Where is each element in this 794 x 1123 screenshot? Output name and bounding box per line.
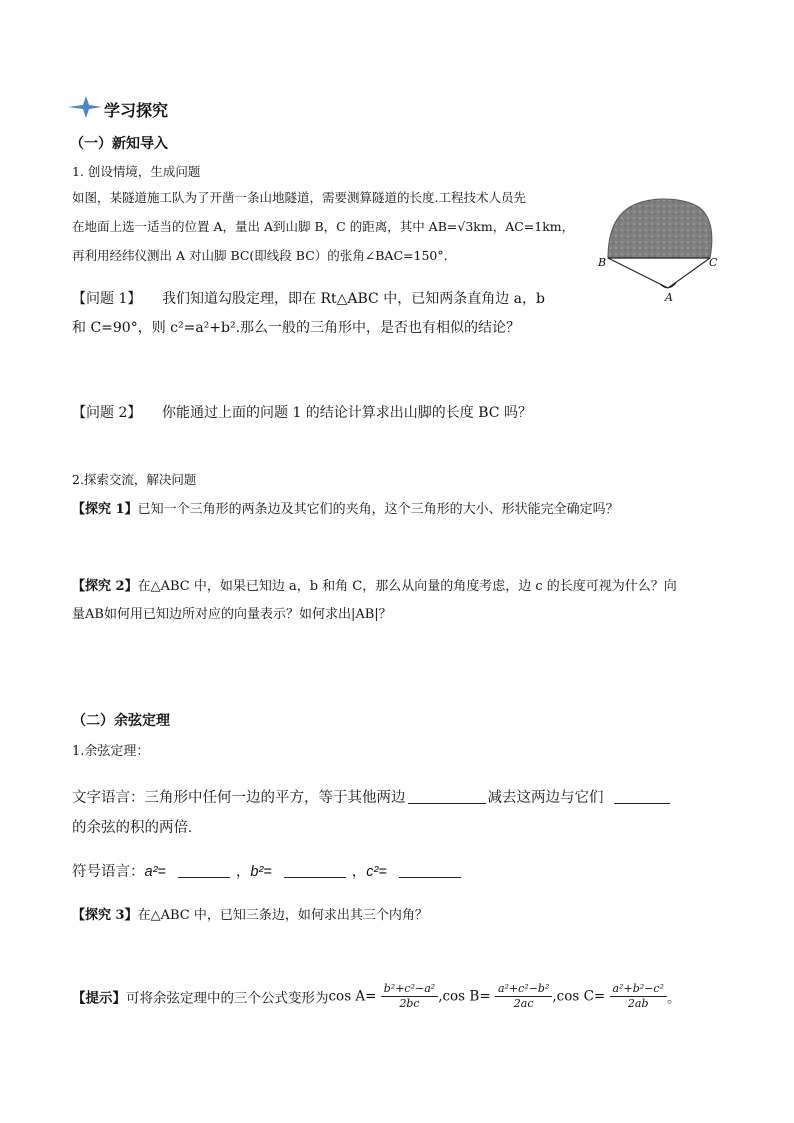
text-language-c: 的余弦的积的两倍. (72, 820, 193, 836)
question-1-line-2: 和 C=90°，则 c²=a²+b².那么一般的三角形中，是否也有相似的结论？ (72, 320, 521, 336)
text-language-line-1 (72, 786, 670, 807)
explore-3-tag: 【探究 3】 (72, 908, 138, 923)
label-A: A (665, 291, 673, 304)
explore-2 (72, 575, 677, 594)
fraction-c (610, 982, 667, 1011)
question-1-line-1: 我们知道勾股定理，即在 Rt△ABC 中，已知两条直角边 a，b (162, 291, 545, 307)
mountain-shape (608, 199, 712, 258)
fraction-a-denominator: 2bc (399, 997, 420, 1010)
question-2-tag: 【问题 2】 (72, 405, 142, 421)
section-title: 学习探究 (104, 101, 169, 120)
text-language-a: 文字语言：三角形中任何一边的平方，等于其他两边 (72, 790, 406, 806)
symbol-language-label: 符号语言： (72, 864, 145, 880)
cos-b-label: ,cos B= (438, 988, 491, 1005)
explore-2-line-2: 量AB如何用已知边所对应的向量表示？如何求出|AB|？ (72, 607, 392, 622)
sym-c: c²= (366, 864, 387, 880)
scenario-line-3: 再利用经纬仪测出 A 对山脚 BC(即线段 BC）的张角∠BAC=150°． (72, 248, 457, 263)
scenario-line-1: 如图，某隧道施工队为了开凿一条山地隧道，需要测算隧道的长度.工程技术人员先 (72, 190, 526, 205)
mountain-figure (596, 192, 730, 306)
hint-lead: 可将余弦定理中的三个公式变形为 (126, 990, 329, 1007)
explore-1-text: 已知一个三角形的两条边及其它们的夹角，这个三角形的大小、形状能完全确定吗？ (137, 502, 619, 517)
explore-3 (72, 904, 428, 923)
fraction-b (495, 982, 552, 1011)
blank-c (399, 863, 461, 878)
fraction-a-numerator: b²+c²−a² (381, 982, 438, 997)
star-icon (68, 96, 102, 118)
blank-1 (408, 789, 486, 804)
hint (72, 982, 680, 1026)
hint-end: 。 (666, 990, 681, 1007)
sym-a: a²= (144, 864, 166, 880)
blank-a (178, 863, 230, 878)
part2-sub1: 1.余弦定理： (72, 744, 150, 759)
symbol-language: 符号语言：a²= ，b²= ，c²= (72, 860, 461, 881)
text-language-b: 减去这两边与它们 (487, 790, 604, 806)
label-C: C (709, 256, 718, 269)
explore-1 (72, 498, 619, 517)
question-1-tag: 【问题 1】 (72, 291, 142, 307)
sym-b: b²= (250, 864, 272, 880)
part1-sub1: 1. 创设情境，生成问题 (72, 164, 201, 179)
explore-2-line-1: 在△ABC 中，如果已知边 a，b 和角 C，那么从向量的角度考虑，边 c 的长度可视为什么？向 (137, 579, 677, 594)
blank-2 (614, 789, 670, 804)
cos-c-label: ,cos C= (552, 988, 606, 1005)
explore-3-text: 在△ABC 中，已知三条边，如何求出其三个内角？ (137, 908, 428, 923)
fraction-b-numerator: a²+c²−b² (495, 982, 552, 997)
part2-title: （二）余弦定理 (72, 713, 170, 729)
fraction-b-denominator: 2ac (513, 997, 534, 1010)
fraction-c-numerator: a²+b²−c² (610, 982, 667, 997)
explore-2-tag: 【探究 2】 (72, 579, 138, 594)
mountain-diagram (596, 192, 730, 306)
cos-a-label: cos A= (328, 988, 377, 1005)
part1-title: （一）新知导入 (70, 136, 168, 152)
label-B: B (598, 256, 607, 269)
part1-sub2: 2.探索交流，解决问题 (72, 472, 197, 487)
explore-1-tag: 【探究 1】 (72, 502, 138, 517)
blank-b (284, 863, 346, 878)
fraction-a (381, 982, 438, 1011)
question-2-text: 你能通过上面的问题 1 的结论计算求出山脚的长度 BC 吗？ (162, 405, 532, 421)
scenario-line-2: 在地面上选一适当的位置 A，量出 A到山脚 B，C 的距离，其中 AB=√3km，AC=1km， (72, 219, 575, 234)
hint-tag: 【提示】 (72, 990, 126, 1007)
fraction-c-denominator: 2ab (627, 997, 649, 1010)
